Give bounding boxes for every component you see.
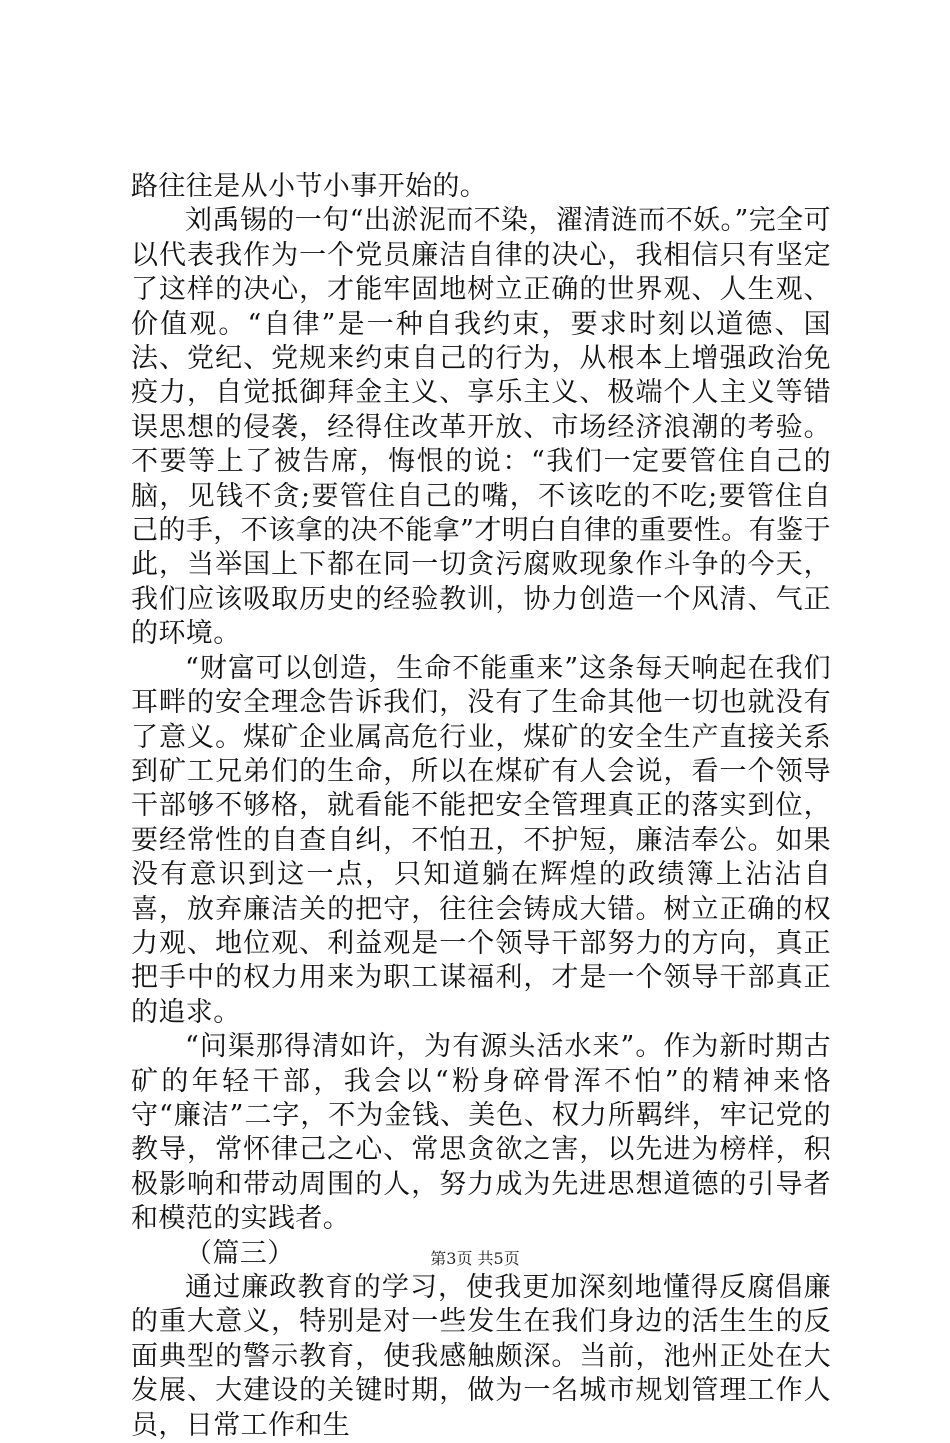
paragraph-5: 通过廉政教育的学习，使我更加深刻地懂得反腐倡廉的重大意义，特别是对一些发生在我们身边的活生生的反面典型的警示教育，使我感触颇深。当前，池州正处在大发展、大建设的关键时期，做为一名城市规划管理工作人员，日常工作和生 [131,1272,831,1441]
paragraph-3: “财富可以创造，生命不能重来”这条每天响起在我们耳畔的安全理念告诉我们，没有了生命其他一切也就没有了意义。煤矿企业属高危行业，煤矿的安全生产直接关系到矿工兄弟们的生命，所以在煤矿有人会说，看一个领导干部够不够格，就看能不能把安全管理真正的落实到位，要经常性的自查自纠，不怕丑，不护短，廉洁奉公。如果没有意识到这一点，只知道躺在辉煌的政绩簿上沾沾自喜，放弃廉洁关的把守，往往会铸成大错。树立正确的权力观、地位观、利益观是一个领导干部努力的方向，真正把手中的权力用来为职工谋福利，才是一个领导干部真正的追求。 [131,652,831,1028]
section-heading: （篇三） [185,1237,295,1269]
paragraph-1: 路往往是从小节小事开始的。 [131,171,488,202]
paragraph-4: “问渠那得清如许，为有源头活水来”。作为新时期古矿的年轻干部，我会以“粉身碎骨浑不怕”的精神来恪守“廉洁”二字，不为金钱、美色、权力所羁绊，牢记党的教导，常怀律己之心、常思贪欲之害，以先进为榜样，积极影响和带动周围的人，努力成为先进思想道德的引导者和模范的实践者。 [131,1031,831,1235]
paragraph-2: 刘禹锡的一句“出淤泥而不染，濯清涟而不妖。”完全可以代表我作为一个党员廉洁自律的决心，我相信只有坚定了这样的决心，才能牢固地树立正确的世界观、人生观、价值观。“自律”是一种自我约束，要求时刻以道德、国法、党纪、党规来约束自己的行为，从根本上增强政治免疫力，自觉抵御拜金主义、享乐主义、极端个人主义等错误思想的侵袭，经得住改革开放、市场经济浪潮的考验。不要等上了被告席，悔恨的说：“我们一定要管住自己的脑，见钱不贪;要管住自己的嘴，不该吃的不吃;要管住自己的手，不该拿的决不能拿”才明白自律的重要性。有鉴于此，当举国上下都在同一切贪污腐败现象作斗争的今天，我们应该吸取历史的经验教训，协力创造一个风清、气正的环境。 [131,205,831,650]
page-number-footer: 第3页 共5页 [430,1249,520,1268]
